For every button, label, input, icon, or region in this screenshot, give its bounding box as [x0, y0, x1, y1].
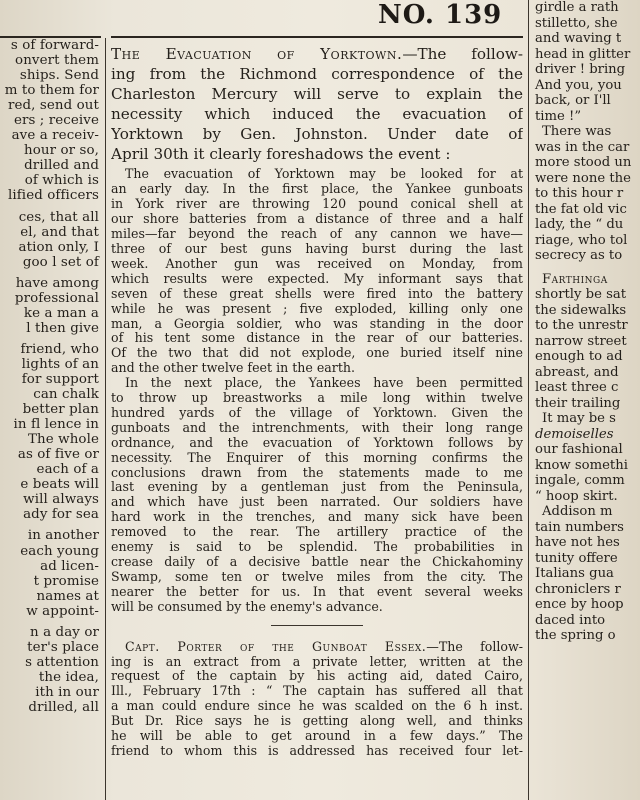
text-line: for support [21, 371, 99, 387]
text-line: n a day or [30, 624, 99, 640]
text-line: demoiselles [535, 426, 614, 442]
text-line: tain numbers [535, 519, 624, 535]
article-body-line: miles—far beyond the reach of any cannon we have— [111, 226, 523, 242]
text-line: ad licen- [40, 558, 99, 574]
article-evacuation-lead [111, 45, 523, 164]
text-line: the fat old vic [535, 201, 627, 217]
text-line: each young [20, 543, 99, 559]
text-line: girdle a rath [535, 0, 619, 15]
article-lead-line: April 30th it clearly foreshadows the event : [111, 144, 451, 163]
text-line: as of five or [17, 447, 99, 463]
text-line: ady for sea [23, 507, 99, 523]
text-line: s of forward- [10, 38, 99, 53]
text-line: “ hoop skirt. [535, 488, 618, 504]
article-body-line: Capt. Porter of the Gunboat Essex.—The follow- [125, 638, 523, 654]
text-line: ingale, comm [535, 473, 625, 488]
article-body-line: while he was present ; five exploded, killing only one [111, 300, 523, 316]
article-body-line: week. Another gun was received on Monday, from [111, 255, 523, 271]
right-column [533, 0, 640, 800]
article-body-line: an early day. In the first place, the Yankee gunboats [111, 181, 523, 197]
text-line: abreast, and [535, 364, 619, 380]
text-line: ke a man a [23, 305, 99, 321]
main-column [111, 45, 523, 800]
text-line: driver ! bring [535, 62, 626, 77]
article-body-line: request of the captain by his acting aid, dated Cairo, [111, 668, 523, 684]
text-line: back, or I'll [535, 93, 611, 108]
text-line: goo l set of [22, 254, 99, 270]
issue-number: NO. 139 [378, 0, 503, 30]
text-line: t promise [33, 573, 99, 589]
text-line: can chalk [33, 387, 99, 403]
article-body-line: Swamp, some ten or twelve miles from the city. The [111, 568, 523, 584]
article-body-line: In the next place, the Yankees have been permitted [125, 375, 523, 391]
text-line: chroniclers r [535, 581, 621, 597]
article-lead-rest: —The follow- [402, 45, 523, 63]
text-line: know somethi [535, 457, 628, 473]
article-porter-body [111, 640, 523, 759]
text-line: of which is [24, 173, 99, 189]
text-line: head in glitter [535, 46, 631, 62]
text-line: friend, who [20, 341, 99, 357]
article-body-line: man, a Georgia soldier, who was standing in the door [111, 315, 523, 331]
text-line: secrecy as to [535, 248, 623, 263]
text-line: in fl lence in [13, 417, 99, 433]
text-line: e beats will [20, 477, 99, 493]
text-line: to this hour r [535, 186, 624, 201]
article-body-line: three of our best guns having burst during the last [111, 240, 523, 256]
article-evacuation-body [111, 167, 523, 614]
article-body-line: of his tent some distance in the rear of our batteries. [111, 330, 523, 346]
article-lead-line: Yorktown by Gen. Johnston. Under date of [111, 124, 523, 143]
article-body-line: ordnance, and the evacuation of Yorktown follows by [111, 434, 523, 450]
column-rule-right [528, 0, 529, 800]
text-line: red, send out [7, 98, 99, 114]
text-line: ter's place [27, 639, 99, 655]
text-line: hour or so, [24, 143, 99, 159]
article-body-line: last evening by a gentleman just from the Peninsula, [111, 479, 523, 495]
text-line: enough to ad [535, 349, 623, 364]
header-rule [111, 36, 523, 38]
text-line: more stood un [535, 155, 632, 170]
text-line: daced into [535, 612, 606, 628]
text-line: lady, the “ du [535, 217, 624, 232]
article-body-line: necessity. The Enquirer of this morning confirms the [111, 449, 523, 465]
text-line: lified officers [7, 188, 99, 204]
column-rule-left [105, 38, 106, 800]
text-line: tunity offere [535, 550, 618, 566]
article-body-line: and the other twelve feet in the earth. [111, 360, 355, 376]
text-line: were none the [535, 170, 631, 186]
article-body-line: nearer the better for us. In that event several weeks [111, 583, 523, 599]
text-line: m to them for [4, 83, 99, 99]
article-body-line: friend to whom this is addressed has received four let- [111, 742, 523, 758]
text-line: the spring o [535, 628, 616, 643]
article-body-line: Of the two that did not explode, one buried itself nine [111, 345, 523, 361]
text-line: The whole [28, 432, 99, 448]
text-line: will always [23, 492, 99, 508]
text-line: drilled, all [28, 699, 99, 715]
text-line: in another [27, 528, 99, 544]
text-line: and waving t [535, 31, 622, 46]
article-body-line: Ill., February 17th : “ The captain has suffered all that [111, 683, 523, 699]
text-line: drilled and [24, 158, 99, 174]
text-line: ave a receiv- [11, 128, 99, 144]
text-line: time !” [535, 108, 582, 124]
article-body-line: crease daily of a decisive battle near the Chickahominy [111, 554, 523, 569]
text-line: narrow street [535, 333, 627, 349]
text-line: our fashional [535, 442, 623, 457]
article-body-line: seven of these great shells were fired into the battery [111, 285, 523, 301]
article-body-line: hard work in the trenches, and many sick have been [111, 509, 523, 525]
article-body-line: hundred yards of the village of Yorktown. Given the [111, 404, 523, 420]
text-line: was in the car [535, 139, 630, 155]
text-line: ation only, I [18, 239, 99, 255]
text-line: ships. Send [19, 68, 99, 84]
article-lead-line: Charleston Mercury will serve to explain the [111, 84, 523, 103]
article-body-line: to throw up breastworks a mile long within twelve [111, 390, 523, 406]
text-line: stilletto, she [535, 15, 618, 31]
text-line: least three c [535, 380, 619, 395]
text-line: have among [15, 275, 99, 291]
text-line: el, and that [20, 224, 99, 240]
text-line: onvert them [15, 53, 99, 69]
article-body-line: will be consumed by the enemy's advance. [111, 598, 383, 614]
text-line: ces, that all [18, 209, 99, 225]
article-divider [271, 625, 363, 626]
text-line: And you, you [535, 77, 622, 93]
text-line: Addison m [542, 504, 613, 519]
text-line: better plan [22, 402, 99, 418]
article-body-line: gunboats and the intrenchments, with their long range [111, 419, 523, 435]
article-body-line: removed to the rear. The artillery practice of the [111, 524, 523, 540]
text-line: w appoint- [26, 603, 99, 619]
article-body-line: conclusions drawn from the statements made to me [111, 464, 523, 480]
article-lead-line: ing from the Richmond correspondence of the [111, 64, 523, 83]
article-title: The Evacuation of Yorktown. [111, 45, 403, 63]
article-body-line: in York river are throwing 120 pound conical shell at [111, 196, 523, 212]
text-line: Farthinga [542, 271, 608, 287]
text-line: ence by hoop [535, 597, 624, 612]
left-column [0, 38, 101, 800]
text-line: lights of an [21, 356, 99, 372]
text-line: the sidewalks [535, 302, 627, 318]
text-line: names at [36, 588, 99, 604]
text-line: It may be s [542, 411, 616, 426]
text-line: s attention [25, 654, 99, 670]
article-lead-line [111, 45, 523, 65]
text-line: There was [542, 124, 612, 139]
text-line: each of a [36, 462, 99, 478]
text-line: to the unrestr [535, 318, 628, 333]
text-line: professional [14, 290, 99, 306]
text-line: ers ; receive [13, 113, 99, 129]
text-line: riage, who tol [535, 232, 628, 248]
text-line: the idea, [38, 669, 99, 685]
text-line: Italians gua [535, 566, 614, 581]
article-title: Capt. Porter of the Gunboat Essex. [125, 638, 427, 654]
article-body-line: our shore batteries from a distance of three and a half [111, 211, 523, 227]
article-body-line: ing is an extract from a private letter, written at the [111, 653, 523, 669]
article-body-line: But Dr. Rice says he is getting along well, and thinks [111, 713, 523, 729]
article-lead-line: necessity which induced the evacuation of [111, 104, 523, 123]
text-line: have not hes [535, 535, 620, 550]
article-body-line: The evacuation of Yorktown may be looked for at [125, 166, 523, 182]
article-body-line: he will be able to get around in a few days.” The [111, 728, 523, 744]
article-body-line: enemy is said to be splendid. The probabilities in [111, 539, 523, 555]
article-body-line: a man could endure since he was scalded on the 6 h inst. [111, 698, 523, 714]
text-line: l then give [26, 320, 99, 336]
text-line: their trailing [535, 395, 621, 411]
text-line: ith in our [35, 684, 99, 700]
article-body-line: and which have just been narrated. Our soldiers have [111, 494, 523, 510]
article-body-line: which results were expected. My informant says that [111, 270, 523, 286]
text-line: shortly be sat [535, 287, 627, 302]
